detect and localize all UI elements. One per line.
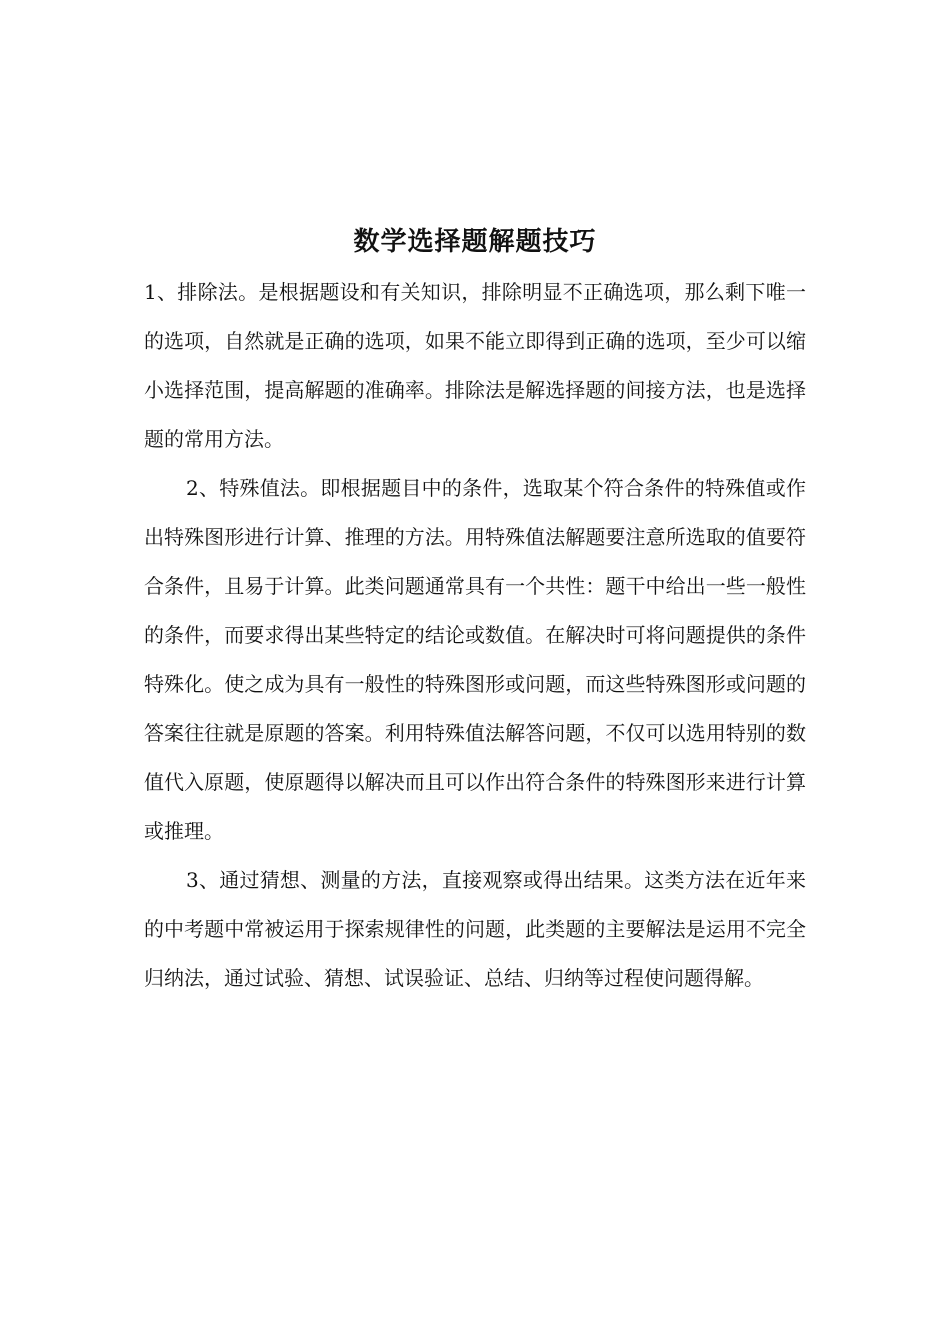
paragraph-guess-measure-method: 3、通过猜想、测量的方法，直接观察或得出结果。这类方法在近年来的中考题中常被运用于探索规律性的问题，此类题的主要解法是运用不完全归纳法，通过试验、猜想、试误验证、总结、归纳等过程使问题得解。 xyxy=(144,868,806,990)
paragraph-elimination-method: 1、排除法。是根据题设和有关知识，排除明显不正确选项，那么剩下唯一的选项，自然就是正确的选项，如果不能立即得到正确的选项，至少可以缩小选择范围，提高解题的准确率。排除法是解选择题的间接方法，也是选择题的常用方法。 xyxy=(144,280,806,451)
paragraph-special-value-method: 2、特殊值法。即根据题目中的条件，选取某个符合条件的特殊值或作出特殊图形进行计算、推理的方法。用特殊值法解题要注意所选取的值要符合条件，且易于计算。此类问题通常具有一个共性：题干中给出一些一般性的条件，而要求得出某些特定的结论或数值。在解决时可将问题提供的条件特殊化。使之成为具有一般性的特殊图形或问题，而这些特殊图形或问题的答案往往就是原题的答案。利用特殊值法解答问题，不仅可以选用特别的数值代入原题，使原题得以解决而且可以作出符合条件的特殊图形来进行计算或推理。 xyxy=(144,476,806,843)
document-title: 数学选择题解题技巧 xyxy=(353,227,597,257)
document-body xyxy=(144,268,806,1003)
